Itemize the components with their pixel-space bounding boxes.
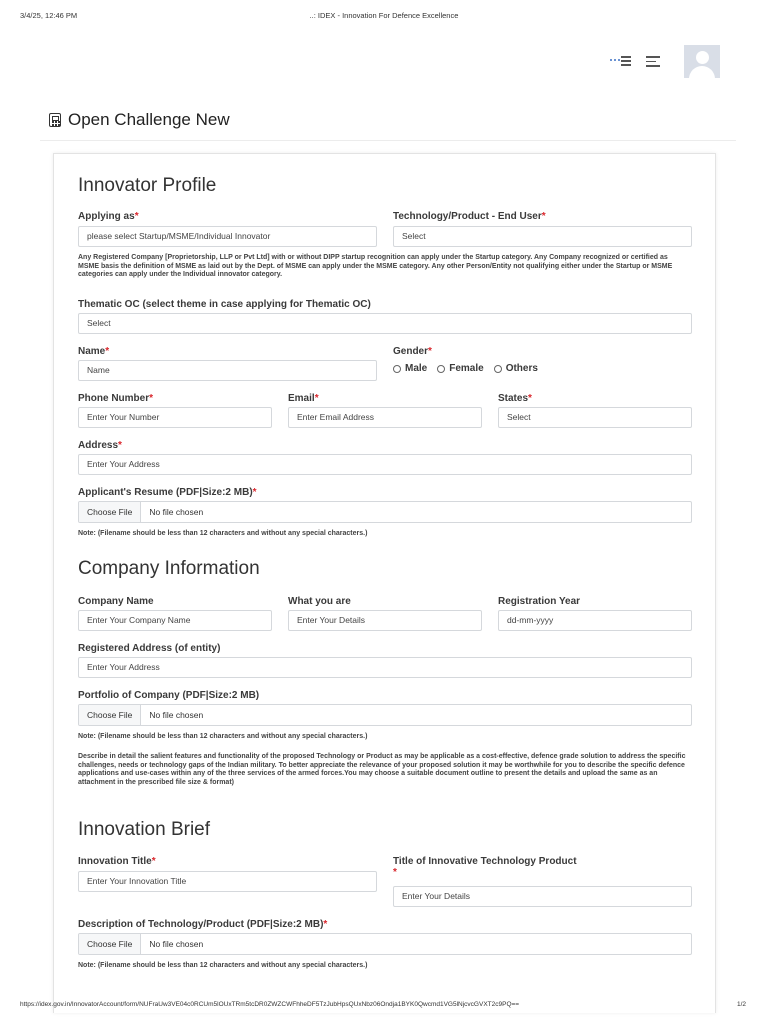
gender-option-male[interactable]: Male	[393, 363, 427, 374]
resume-label: Applicant's Resume (PDF|Size:2 MB)*	[78, 487, 257, 498]
name-label: Name*	[78, 346, 110, 357]
file-status: No file chosen	[149, 507, 204, 517]
description-file-input[interactable]	[78, 933, 692, 955]
file-status: No file chosen	[149, 710, 204, 720]
radio-icon[interactable]	[393, 365, 401, 373]
filename-note: Note: (Filename should be less than 12 characters and without any special characters.)	[78, 962, 368, 969]
gender-option-female[interactable]: Female	[437, 363, 483, 374]
innovation-title-label: Innovation Title*	[78, 856, 156, 867]
name-input[interactable]: Name	[78, 360, 377, 381]
filename-note: Note: (Filename should be less than 12 characters and without any special characters.)	[78, 733, 368, 740]
portfolio-file-input[interactable]	[78, 704, 692, 726]
radio-icon[interactable]	[437, 365, 445, 373]
what-you-are-input[interactable]: Enter Your Details	[288, 610, 482, 631]
portfolio-label: Portfolio of Company (PDF|Size:2 MB)	[78, 690, 260, 701]
hamburger-menu-icon[interactable]	[646, 55, 660, 67]
gender-label: Gender*	[393, 346, 432, 357]
thematic-oc-label: Thematic OC (select theme in case applying for Thematic OC)	[78, 299, 371, 310]
end-user-select[interactable]: Select	[393, 226, 692, 247]
print-header	[0, 11, 768, 23]
section-title-company-information: Company Information	[78, 558, 260, 579]
registered-address-label: Registered Address (of entity)	[78, 643, 221, 654]
company-name-input[interactable]: Enter Your Company Name	[78, 610, 272, 631]
print-footer	[0, 1001, 768, 1013]
gender-radio-group	[393, 363, 548, 374]
description-label: Description of Technology/Product (PDF|Size:2 MB)*	[78, 919, 328, 930]
more-options-icon[interactable]	[610, 55, 632, 67]
innovation-title-input[interactable]: Enter Your Innovation Title	[78, 871, 377, 892]
address-label: Address*	[78, 440, 122, 451]
divider	[40, 140, 736, 141]
calculator-icon	[49, 113, 61, 127]
choose-file-button[interactable]: Choose File	[79, 934, 141, 954]
page-title: Open Challenge New	[68, 110, 230, 129]
print-page-title: ..: IDEX - Innovation For Defence Excellence	[309, 11, 459, 20]
what-you-are-label: What you are	[288, 596, 351, 607]
states-label: States*	[498, 393, 532, 404]
section-title-innovator-profile: Innovator Profile	[78, 175, 217, 196]
radio-icon[interactable]	[494, 365, 502, 373]
email-input[interactable]: Enter Email Address	[288, 407, 482, 428]
applying-as-select[interactable]: please select Startup/MSME/Individual Innovator	[78, 226, 377, 247]
email-label: Email*	[288, 393, 319, 404]
resume-file-input[interactable]	[78, 501, 692, 523]
phone-input[interactable]: Enter Your Number	[78, 407, 272, 428]
section-title-innovation-brief: Innovation Brief	[78, 819, 211, 840]
file-status: No file chosen	[149, 939, 204, 949]
states-select[interactable]: Select	[498, 407, 692, 428]
gender-option-others[interactable]: Others	[494, 363, 538, 374]
avatar[interactable]	[684, 45, 720, 78]
print-page-number: 1/2	[736, 1001, 746, 1008]
tech-product-title-input[interactable]: Enter Your Details	[393, 886, 692, 907]
print-url: https://idex.gov.in/InnovatorAccount/form/NUFraUw3VE04c0RCUm5lOUxTRm5tcDR0ZWZCWFhheDF5TzJubHpsQUxNbz06Ondja1BYK0Qwcmd1VG5lNjcvcGVXT2c9PQ==	[20, 1001, 520, 1008]
phone-label: Phone Number*	[78, 393, 154, 404]
thematic-oc-select[interactable]: Select	[78, 313, 692, 334]
describe-note: Describe in detail the salient features and functionality of the proposed Technology or Product as may be applicable as a cost-effective, defence grade solution to address the specific challenges, needs or technology gaps of the Indian military. To better appreciate the relevance of your proposed solution it may be worthwhile for you to describe the specific defence applications and use-cases within any of the three services of the armed forces.You may choose a suitable document outline to present the details and upload the same as an attachment in the prescribed file size & format)	[78, 753, 686, 787]
registration-year-label: Registration Year	[498, 596, 581, 607]
eligibility-note: Any Registered Company [Proprietorship, LLP or Pvt Ltd] with or without DIPP startup recognition can apply under the Startup category. Any Company recognized or certified as MSME basis the definition of MSME as laid out by the Dept. of MSME can apply under the MSME category. Any other Person/Entity not qualifying either under the Startup or MSME categories can apply under the Individual innovator category.	[78, 254, 673, 279]
tech-product-title-label: Title of Innovative Technology Product *	[393, 856, 577, 878]
registration-year-input[interactable]: dd-mm-yyyy	[498, 610, 692, 631]
choose-file-button[interactable]: Choose File	[79, 705, 141, 725]
choose-file-button[interactable]: Choose File	[79, 502, 141, 522]
registered-address-input[interactable]: Enter Your Address	[78, 657, 692, 678]
page-heading	[49, 110, 230, 130]
form-card	[53, 153, 716, 1013]
filename-note: Note: (Filename should be less than 12 characters and without any special characters.)	[78, 530, 368, 537]
topbar	[610, 44, 720, 78]
applying-as-label: Applying as*	[78, 211, 139, 222]
address-input[interactable]: Enter Your Address	[78, 454, 692, 475]
end-user-label: Technology/Product - End User*	[393, 211, 546, 222]
company-name-label: Company Name	[78, 596, 154, 607]
print-datetime: 3/4/25, 12:46 PM	[20, 11, 78, 20]
